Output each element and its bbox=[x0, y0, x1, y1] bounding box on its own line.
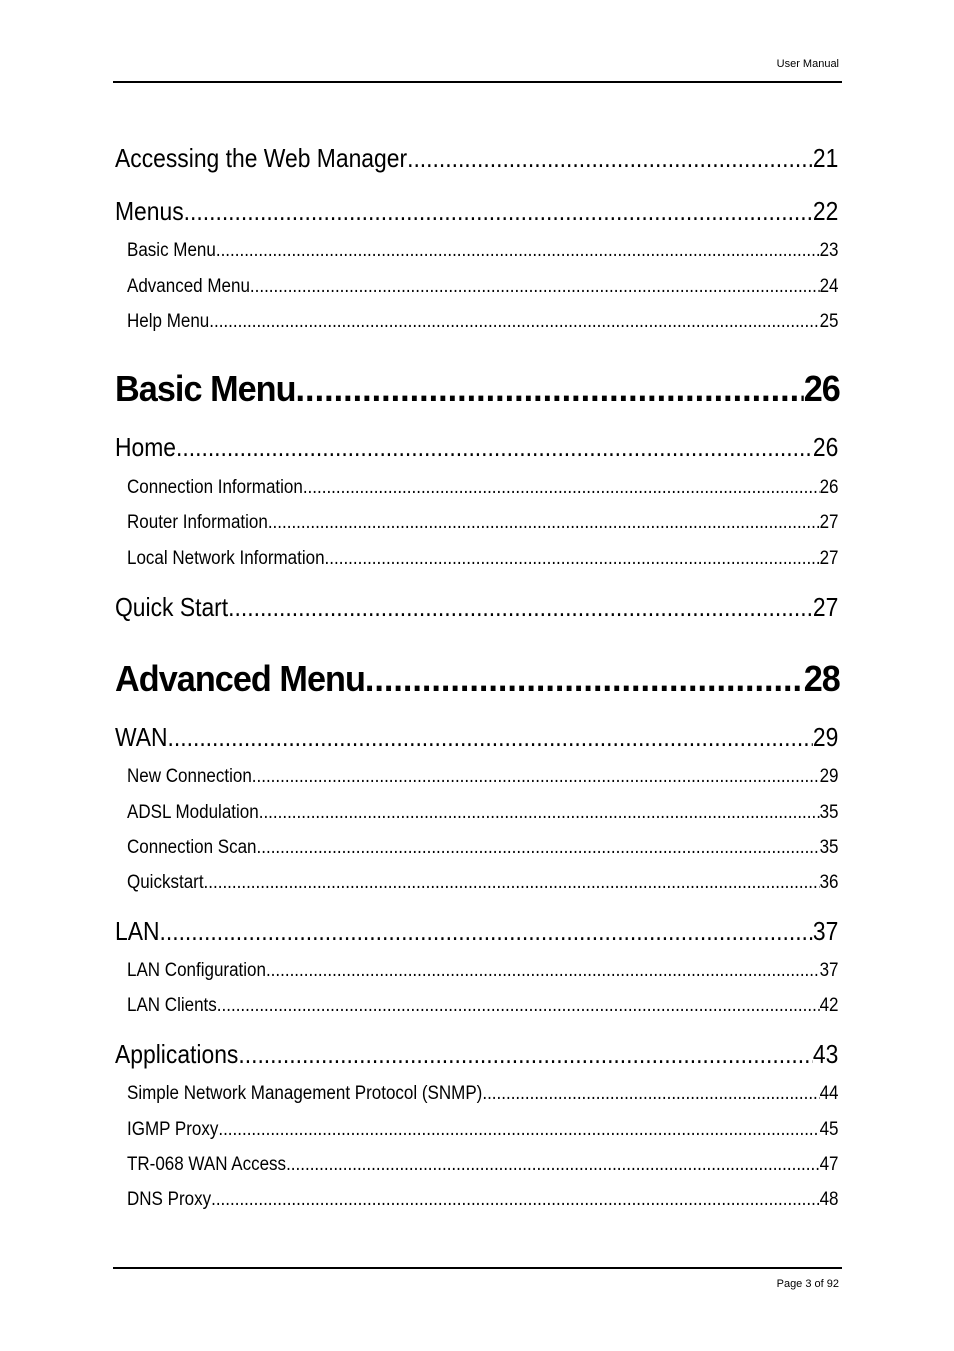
toc-entry-page: 25 bbox=[819, 311, 839, 332]
toc-chapter-entry[interactable] bbox=[115, 368, 840, 410]
dot-leader bbox=[296, 368, 804, 410]
toc-entry-title: ADSL Modulation bbox=[127, 802, 259, 823]
dot-leader bbox=[268, 512, 820, 534]
toc-entry-title: Quickstart bbox=[127, 872, 204, 893]
dot-leader bbox=[365, 658, 804, 700]
toc-chapter-entry[interactable] bbox=[115, 658, 840, 700]
footer-rule bbox=[113, 1267, 842, 1269]
toc-entry-page: 26 bbox=[803, 368, 840, 409]
toc-entry[interactable] bbox=[127, 1083, 839, 1105]
toc-entry-page: 44 bbox=[819, 1083, 839, 1104]
dot-leader bbox=[250, 276, 820, 298]
dot-leader bbox=[325, 548, 820, 570]
toc-entry-title: IGMP Proxy bbox=[127, 1119, 219, 1140]
toc-entry-title: Router Information bbox=[127, 512, 268, 533]
header-rule bbox=[113, 81, 842, 83]
toc-entry-title: Basic Menu bbox=[127, 240, 216, 261]
toc-entry[interactable] bbox=[127, 995, 839, 1017]
toc-entry[interactable] bbox=[115, 432, 838, 463]
dot-leader bbox=[184, 196, 813, 227]
dot-leader bbox=[259, 802, 820, 824]
toc-entry-page: 29 bbox=[819, 766, 839, 787]
toc-entry[interactable] bbox=[127, 1189, 839, 1211]
dot-leader bbox=[228, 592, 813, 623]
toc-entry[interactable] bbox=[127, 548, 839, 570]
dot-leader bbox=[257, 837, 820, 859]
toc-entry-title: Home bbox=[115, 432, 177, 462]
toc-entry-title: Help Menu bbox=[127, 311, 210, 332]
toc-entry-title: DNS Proxy bbox=[127, 1189, 212, 1210]
toc-entry[interactable] bbox=[127, 240, 839, 262]
toc-entry-title: Local Network Information bbox=[127, 548, 325, 569]
dot-leader bbox=[176, 432, 813, 463]
toc-entry-page: 27 bbox=[819, 512, 839, 533]
toc-entry-page: 36 bbox=[819, 872, 839, 893]
dot-leader bbox=[238, 1039, 813, 1070]
dot-leader bbox=[168, 722, 813, 753]
dot-leader bbox=[211, 1189, 820, 1211]
toc-entry[interactable] bbox=[127, 837, 839, 859]
dot-leader bbox=[216, 240, 820, 262]
toc-entry-page: 21 bbox=[812, 143, 839, 173]
toc-entry-title: LAN Clients bbox=[127, 995, 217, 1016]
toc-entry-title: Advanced Menu bbox=[115, 658, 365, 699]
dot-leader bbox=[266, 960, 820, 982]
toc-entry-page: 48 bbox=[819, 1189, 839, 1210]
toc-entry[interactable] bbox=[127, 802, 839, 824]
toc-entry[interactable] bbox=[115, 196, 838, 227]
toc-entry-page: 47 bbox=[819, 1154, 839, 1175]
toc-entry-title: LAN Configuration bbox=[127, 960, 266, 981]
toc-entry[interactable] bbox=[127, 311, 839, 333]
toc-entry-page: 37 bbox=[819, 960, 839, 981]
toc-entry-page: 43 bbox=[812, 1039, 839, 1069]
toc-entry-page: 45 bbox=[819, 1119, 839, 1140]
toc-entry-title: Basic Menu bbox=[115, 368, 296, 409]
toc-entry-page: 23 bbox=[819, 240, 839, 261]
toc-entry-page: 27 bbox=[819, 548, 839, 569]
toc-entry-page: 24 bbox=[819, 276, 839, 297]
toc-entry-title: TR-068 WAN Access bbox=[127, 1154, 287, 1175]
toc-entry-title: WAN bbox=[115, 722, 168, 752]
toc-entry-page: 37 bbox=[812, 916, 839, 946]
toc-entry[interactable] bbox=[115, 722, 838, 753]
dot-leader bbox=[160, 916, 813, 947]
toc-entry-title: Simple Network Management Protocol (SNMP) bbox=[127, 1083, 483, 1104]
toc-entry[interactable] bbox=[127, 872, 839, 894]
toc-entry-page: 29 bbox=[812, 722, 839, 752]
toc-entry[interactable] bbox=[127, 960, 839, 982]
toc-entry-page: 22 bbox=[812, 196, 839, 226]
toc-entry[interactable] bbox=[127, 1154, 839, 1176]
toc-entry-title: Menus bbox=[115, 196, 184, 226]
toc-entry[interactable] bbox=[127, 766, 839, 788]
toc-entry-page: 27 bbox=[812, 592, 839, 622]
toc-entry[interactable] bbox=[115, 1039, 838, 1070]
dot-leader bbox=[252, 766, 820, 788]
toc-entry-title: Accessing the Web Manager bbox=[115, 143, 408, 173]
dot-leader bbox=[482, 1083, 819, 1105]
dot-leader bbox=[209, 311, 819, 333]
toc-entry-page: 28 bbox=[803, 658, 840, 699]
dot-leader bbox=[407, 143, 813, 174]
toc-entry-page: 26 bbox=[819, 477, 839, 498]
toc-entry-title: Applications bbox=[115, 1039, 239, 1069]
toc-entry-title: Quick Start bbox=[115, 592, 229, 622]
toc-entry-page: 26 bbox=[812, 432, 839, 462]
toc-entry-title: New Connection bbox=[127, 766, 252, 787]
dot-leader bbox=[217, 995, 820, 1017]
toc-entry[interactable] bbox=[127, 1119, 839, 1141]
dot-leader bbox=[218, 1119, 819, 1141]
toc-entry-title: LAN bbox=[115, 916, 160, 946]
toc-entry-page: 35 bbox=[819, 802, 839, 823]
toc-entry-title: Connection Scan bbox=[127, 837, 257, 858]
running-header: User Manual bbox=[776, 58, 839, 70]
toc-entry[interactable] bbox=[115, 143, 838, 174]
toc-entry[interactable] bbox=[115, 916, 838, 947]
toc-entry-page: 42 bbox=[819, 995, 839, 1016]
toc-entry[interactable] bbox=[127, 512, 839, 534]
toc-entry-title: Advanced Menu bbox=[127, 276, 250, 297]
page-number: Page 3 of 92 bbox=[776, 1278, 839, 1290]
toc-entry-page: 35 bbox=[819, 837, 839, 858]
dot-leader bbox=[303, 477, 820, 499]
toc-entry-title: Connection Information bbox=[127, 477, 303, 498]
toc-entry[interactable] bbox=[127, 477, 839, 499]
dot-leader bbox=[286, 1154, 820, 1176]
toc-entry[interactable] bbox=[115, 592, 838, 623]
dot-leader bbox=[204, 872, 820, 894]
toc-entry[interactable] bbox=[127, 276, 839, 298]
